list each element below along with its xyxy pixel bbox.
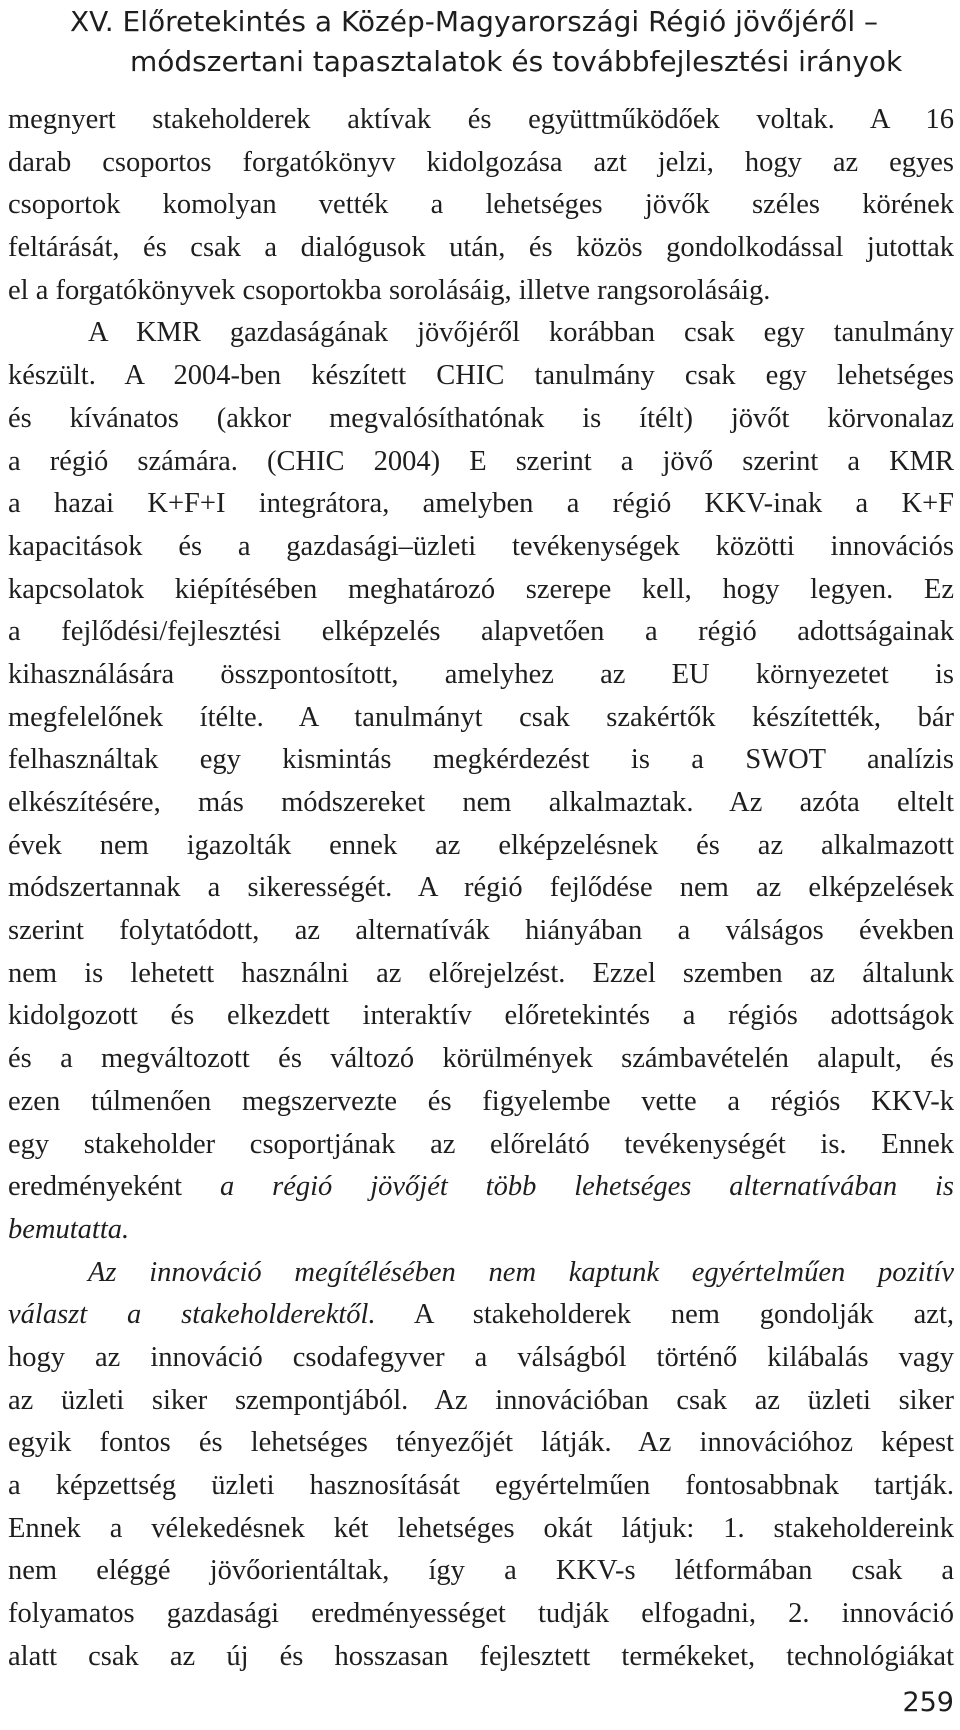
- text-line: kapcsolatok kiépítésében meghatározó szerepe kell, hogy legyen. Ez: [8, 573, 954, 605]
- text-line: ezen túlmenően megszervezte és figyelembe vette a régiós KKV-k: [8, 1085, 954, 1117]
- text-line: el a forgatókönyvek csoportokba sorolásáig, illetve rangsorolásáig.: [8, 274, 771, 306]
- text-line: módszertannak a sikerességét. A régió fejlődése nem az elképzelések: [8, 872, 954, 904]
- text-run: A stakeholderek nem gondolják azt,: [375, 1299, 954, 1331]
- text-line: megnyert stakeholderek aktívak és együttműködőek voltak. A 16: [8, 104, 954, 135]
- text-line: a képzettség üzleti hasznosítását egyértelműen fontosabbnak tartják.: [8, 1470, 954, 1501]
- text-line: megfelelőnek ítélte. A tanulmányt csak szakértők készítették, bár: [8, 701, 954, 733]
- text-line: évek nem igazolták ennek az elképzelésnek és az alkalmazott: [8, 829, 954, 861]
- text-line: kapacitások és a gazdasági–üzleti tevékenységek közötti innovációs: [8, 530, 954, 562]
- header-line-1: XV. Előretekintés a Közép-Magyarországi Régió jövőjéről –: [70, 5, 879, 38]
- italic-text-line: bemutatta.: [8, 1213, 130, 1245]
- text-line: darab csoportos forgatókönyv kidolgozása azt jelzi, hogy az egyes: [8, 146, 954, 178]
- text-line: kihasználására összpontosított, amelyhez az EU környezetet is: [8, 658, 954, 690]
- text-line: nem is lehetett használni az előrejelzést. Ezzel szemben az általunk: [8, 957, 954, 989]
- text-line: felhasználtak egy kismintás megkérdezést is a SWOT analízis: [8, 744, 954, 776]
- italic-text-line: Az innováció megítélésében nem kaptunk egyértelműen pozitív: [88, 1256, 954, 1288]
- page-number: 259: [902, 1687, 954, 1718]
- text-line: szerint folytatódott, az alternatívák hiányában a válságos években: [8, 915, 954, 947]
- text-line: alatt csak az új és hosszasan fejlesztett termékeket, technológiákat: [8, 1640, 954, 1672]
- text-line: folyamatos gazdasági eredményességet tudják elfogadni, 2. innováció: [8, 1598, 954, 1630]
- text-line: kidolgozott és elkezdett interaktív előretekintés a régiós adottságok: [8, 1000, 954, 1032]
- text-line: a hazai K+F+I integrátora, amelyben a régió KKV-inak a K+F: [8, 488, 954, 520]
- text-line: és a megváltozott és változó körülmények számbavételén alapult, és: [8, 1043, 954, 1075]
- text-line: A KMR gazdaságának jövőjéről korábban csak egy tanulmány: [88, 317, 954, 349]
- text-line: feltárását, és csak a dialógusok után, és közös gondolkodással jutottak: [8, 232, 954, 264]
- text-line: Ennek a vélekedésnek két lehetséges okát látjuk: 1. stakeholdereink: [8, 1512, 954, 1544]
- header-line-2: módszertani tapasztalatok és továbbfejlesztési irányok: [130, 45, 903, 78]
- body-text: [8, 99, 954, 1678]
- text-line: készült. A 2004-ben készített CHIC tanulmány csak egy lehetséges: [8, 360, 954, 392]
- text-line: az üzleti siker szempontjából. Az innovációban csak az üzleti siker: [8, 1384, 954, 1416]
- italic-text-run: választ a stakeholderektől.: [8, 1299, 376, 1331]
- text-line: egyik fontos és lehetséges tényezőjét látják. Az innovációhoz képest: [8, 1427, 954, 1459]
- text-run: eredményeként: [8, 1171, 220, 1203]
- text-line: csoportok komolyan vették a lehetséges jövők széles körének: [8, 189, 954, 221]
- text-line: elkészítésére, más módszereket nem alkalmaztak. Az azóta eltelt: [8, 787, 954, 818]
- text-line: egy stakeholder csoportjának az előrelátó tevékenységét is. Ennek: [8, 1128, 954, 1160]
- text-line: a fejlődési/fejlesztési elképzelés alapvetően a régió adottságainak: [8, 616, 954, 648]
- text-line: a régió számára. (CHIC 2004) E szerint a jövő szerint a KMR: [8, 445, 954, 477]
- running-header: [60, 2, 940, 82]
- text-line: hogy az innováció csodafegyver a válságból történő kilábalás vagy: [8, 1341, 954, 1373]
- text-line: nem eléggé jövőorientáltak, így a KKV-s létformában csak a: [8, 1555, 954, 1587]
- text-line-mixed: [8, 1294, 954, 1337]
- italic-text-run: a régió jövőjét több lehetséges alternatívában is: [219, 1171, 954, 1203]
- text-line-mixed: [8, 1166, 954, 1209]
- text-line: és kívánatos (akkor megvalósíthatónak is ítélt) jövőt körvonalaz: [8, 402, 954, 434]
